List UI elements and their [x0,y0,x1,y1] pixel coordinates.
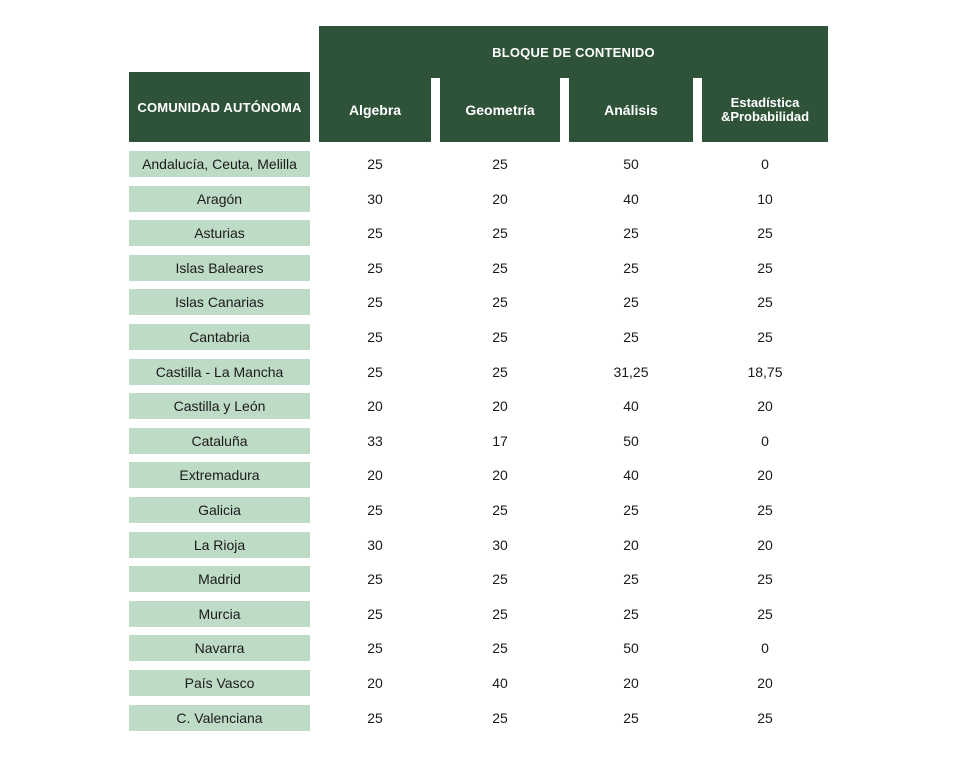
value-cell: 50 [623,640,639,657]
value-cell: 25 [367,605,383,622]
value-cell: 20 [367,467,383,484]
value-cell: 25 [367,329,383,345]
value-cell: 25 [757,259,773,276]
table-row [129,601,829,627]
value-cell: 0 [761,640,769,657]
region-cell: Extremadura [129,462,310,488]
value-cell: 25 [492,225,508,242]
region-cell: Islas Canarias [129,289,310,315]
value-cell: 25 [492,571,508,588]
table-row [129,220,829,246]
value-cell: 25 [367,571,383,588]
value-cell: 20 [492,467,508,484]
value-cell: 25 [492,156,508,172]
value-cell: 17 [492,432,508,449]
value-cell: 25 [623,225,639,242]
value-cell: 25 [367,259,383,276]
value-cell: 25 [492,640,508,657]
value-cell: 50 [623,432,639,449]
value-cell: 33 [367,432,383,449]
value-cell: 25 [623,502,639,518]
value-cell: 40 [623,398,639,415]
value-cell: 25 [492,709,508,726]
value-cell: 25 [757,294,773,311]
value-cell: 25 [757,709,773,726]
value-cell: 40 [623,467,639,484]
region-cell: Navarra [129,635,310,661]
value-cell: 25 [492,502,508,518]
table-row [129,255,829,281]
table-row [129,670,829,696]
value-cell: 25 [367,225,383,242]
table-row [129,497,829,523]
value-cell: 25 [623,294,639,311]
table-row [129,566,829,592]
region-cell: Aragón [129,186,310,212]
value-cell: 25 [492,605,508,622]
value-cell: 25 [623,571,639,588]
value-cell: 30 [492,536,508,553]
region-cell: Islas Baleares [129,255,310,281]
value-cell: 20 [757,536,773,553]
value-cell: 25 [492,363,508,380]
value-cell: 40 [492,675,508,691]
table-row [129,532,829,558]
region-header: COMUNIDAD AUTÓNOMA [129,72,310,142]
value-cell: 25 [757,329,773,345]
value-cell: 25 [757,225,773,242]
column-header-analisis: Análisis [569,78,693,142]
table-row [129,462,829,488]
table-row [129,428,829,454]
value-cell: 30 [367,536,383,553]
value-cell: 25 [492,259,508,276]
value-cell: 25 [367,156,383,172]
region-cell: Cantabria [129,324,310,350]
value-cell: 20 [757,675,773,691]
value-cell: 25 [757,571,773,588]
region-cell: Murcia [129,601,310,627]
table-row [129,705,829,731]
value-cell: 40 [623,190,639,207]
value-cell: 25 [367,363,383,380]
value-cell: 31,25 [613,363,649,380]
table-row [129,324,829,350]
value-cell: 25 [492,294,508,311]
value-cell: 25 [367,640,383,657]
region-cell: C. Valenciana [129,705,310,731]
value-cell: 25 [623,709,639,726]
value-cell: 20 [623,675,639,691]
value-cell: 25 [757,605,773,622]
value-cell: 25 [367,294,383,311]
table-row [129,359,829,385]
value-cell: 20 [757,467,773,484]
table-row [129,151,829,177]
value-cell: 50 [623,156,639,172]
column-header-geometria: Geometría [440,78,560,142]
region-cell: Asturias [129,220,310,246]
value-cell: 25 [623,259,639,276]
value-cell: 20 [367,398,383,415]
region-cell: Cataluña [129,428,310,454]
value-cell: 0 [761,432,769,449]
column-header-algebra: Algebra [319,78,431,142]
value-cell: 20 [492,190,508,207]
block-header: BLOQUE DE CONTENIDO [319,26,828,78]
value-cell: 0 [761,156,769,172]
value-cell: 25 [492,329,508,345]
table-row [129,186,829,212]
value-cell: 20 [757,398,773,415]
value-cell: 10 [757,190,773,207]
column-header-estadistica: Estadística &Probabilidad [702,78,828,142]
region-cell: Castilla - La Mancha [129,359,310,385]
value-cell: 25 [367,709,383,726]
value-cell: 25 [623,329,639,345]
value-cell: 25 [623,605,639,622]
value-cell: 20 [623,536,639,553]
value-cell: 18,75 [747,363,783,380]
value-cell: 20 [492,398,508,415]
table-row [129,635,829,661]
value-cell: 20 [367,675,383,691]
value-cell: 30 [367,190,383,207]
region-cell: Castilla y León [129,393,310,419]
value-cell: 25 [757,502,773,518]
region-cell: Galicia [129,497,310,523]
region-cell: Madrid [129,566,310,592]
region-cell: La Rioja [129,532,310,558]
value-cell: 25 [367,502,383,518]
table-row [129,393,829,419]
region-cell: País Vasco [129,670,310,696]
table-row [129,289,829,315]
region-cell: Andalucía, Ceuta, Melilla [129,151,310,177]
